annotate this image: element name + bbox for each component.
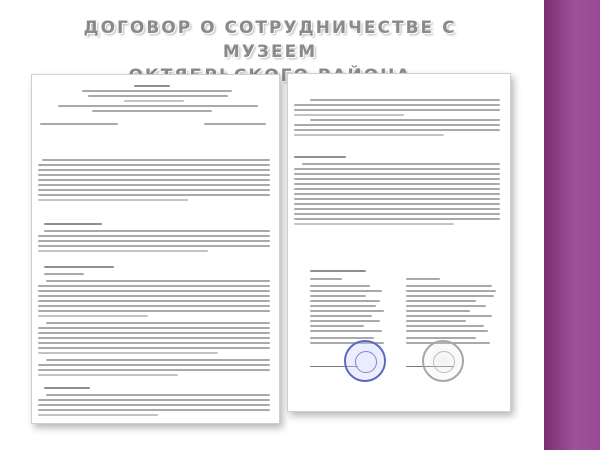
text-line	[38, 240, 270, 242]
text-line	[406, 278, 440, 280]
text-line	[38, 352, 218, 354]
text-line	[406, 320, 466, 322]
seal-inner-ring	[433, 351, 455, 373]
text-line	[38, 199, 188, 201]
text-line	[46, 280, 270, 282]
text-line	[294, 129, 500, 131]
text-line	[38, 310, 270, 312]
text-line	[294, 168, 500, 170]
text-line	[406, 285, 492, 287]
text-line	[38, 414, 158, 416]
text-line	[294, 218, 500, 220]
text-line	[310, 300, 380, 302]
text-line	[46, 322, 270, 324]
text-line	[46, 359, 270, 361]
text-line	[38, 369, 270, 371]
document-page-1	[31, 74, 280, 424]
text-line	[406, 330, 488, 332]
text-line	[38, 174, 270, 176]
text-line	[310, 278, 342, 280]
text-line	[294, 178, 500, 180]
text-line	[294, 134, 444, 136]
text-line	[38, 189, 270, 191]
text-line	[38, 295, 270, 297]
purple-side-bar	[544, 0, 600, 450]
text-line	[38, 164, 270, 166]
document-page-2	[287, 73, 511, 412]
text-line	[38, 342, 270, 344]
text-line	[92, 110, 212, 112]
text-line	[294, 104, 500, 106]
text-line	[294, 208, 500, 210]
text-line	[46, 394, 270, 396]
text-line	[406, 290, 496, 292]
official-seal-blue	[344, 340, 386, 382]
text-line	[406, 325, 484, 327]
text-line	[38, 245, 270, 247]
text-line	[310, 305, 376, 307]
text-line	[38, 409, 270, 411]
text-line	[38, 364, 270, 366]
text-line	[38, 169, 270, 171]
text-line	[82, 90, 232, 92]
text-line	[294, 173, 500, 175]
text-line	[310, 315, 372, 317]
text-line	[294, 193, 500, 195]
text-line	[58, 105, 258, 107]
text-line	[406, 337, 476, 339]
seal-inner-ring	[355, 351, 377, 373]
text-line	[294, 183, 500, 185]
text-line	[406, 310, 470, 312]
text-line	[294, 109, 500, 111]
text-line	[38, 337, 270, 339]
text-line	[38, 250, 208, 252]
text-line	[38, 194, 270, 196]
text-line	[38, 290, 270, 292]
text-line	[294, 114, 404, 116]
slide-title-line-1: ДОГОВОР О СОТРУДНИЧЕСТВЕ С МУЗЕЕМ	[83, 18, 457, 62]
text-line	[38, 374, 178, 376]
text-line	[38, 235, 270, 237]
section-heading	[44, 223, 102, 225]
official-seal-gray	[422, 340, 464, 382]
text-line	[40, 123, 118, 125]
text-line	[294, 198, 500, 200]
text-line	[310, 295, 366, 297]
text-line	[302, 163, 500, 165]
text-line	[124, 100, 184, 102]
text-line	[310, 337, 374, 339]
text-line	[310, 290, 382, 292]
text-line	[38, 347, 270, 349]
text-line	[38, 285, 270, 287]
text-line	[310, 325, 364, 327]
text-line	[310, 99, 500, 101]
text-line	[44, 273, 84, 275]
text-line	[310, 330, 382, 332]
text-line	[38, 300, 270, 302]
section-heading	[44, 266, 114, 268]
text-line	[406, 305, 486, 307]
text-line	[204, 123, 266, 125]
section-heading	[294, 156, 346, 158]
text-line	[406, 295, 494, 297]
text-line	[406, 315, 492, 317]
section-heading	[44, 387, 90, 389]
section-heading	[310, 270, 366, 272]
text-line	[310, 119, 500, 121]
text-line	[406, 300, 476, 302]
text-line	[38, 404, 270, 406]
text-line	[294, 124, 500, 126]
text-line	[38, 399, 270, 401]
text-line	[310, 285, 370, 287]
text-line	[294, 203, 500, 205]
text-line	[88, 95, 228, 97]
text-line	[38, 327, 270, 329]
text-line	[38, 184, 270, 186]
text-line	[38, 332, 270, 334]
text-line	[44, 230, 270, 232]
text-line	[294, 188, 500, 190]
text-line	[294, 213, 500, 215]
text-line	[310, 320, 380, 322]
text-line	[38, 179, 270, 181]
text-line	[38, 305, 270, 307]
text-line	[294, 223, 454, 225]
text-line	[310, 310, 384, 312]
text-line	[38, 315, 148, 317]
document-heading	[134, 85, 170, 87]
text-line	[42, 159, 270, 161]
